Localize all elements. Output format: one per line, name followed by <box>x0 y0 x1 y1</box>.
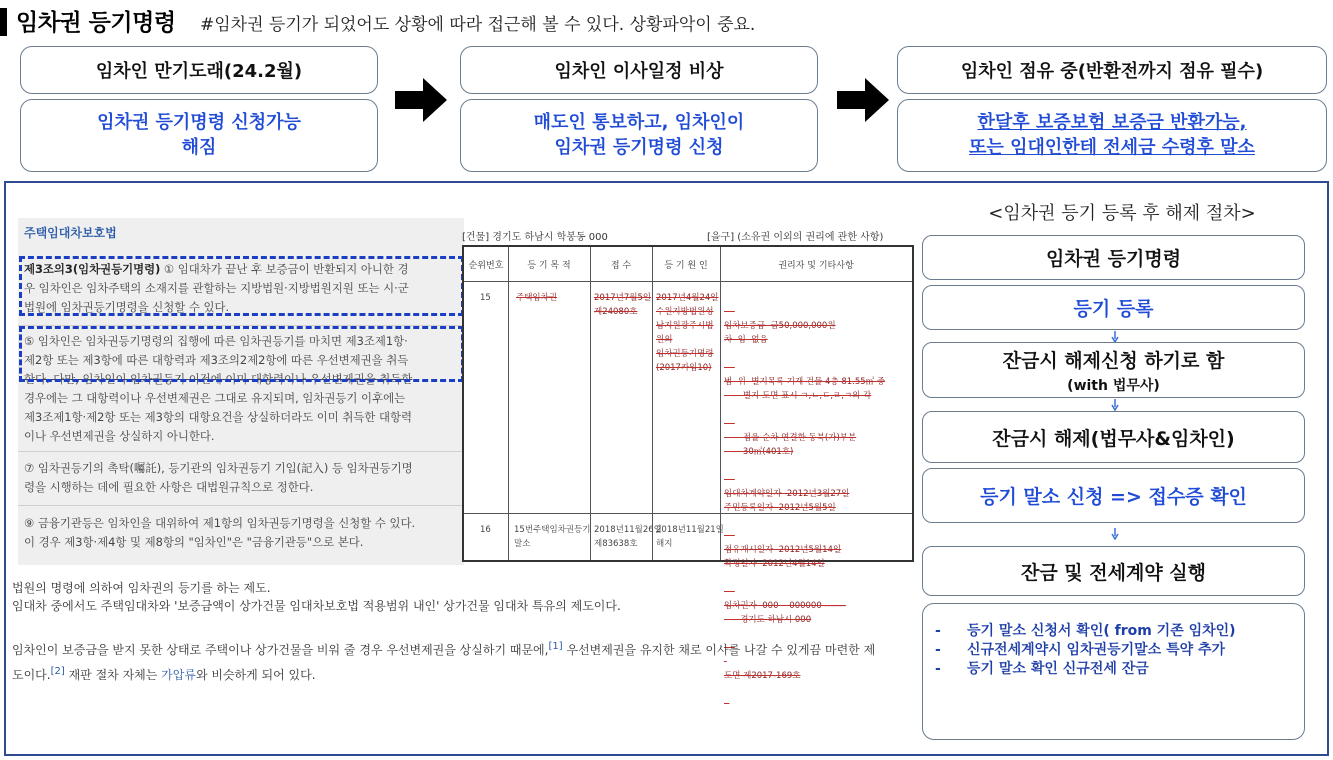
procedure-step-4 <box>922 411 1305 463</box>
procedure-title: <임차권 등기 등록 후 해제 절차> <box>988 203 1256 224</box>
law-p2-line: 이나 우선변제권을 상실하지 아니한다. <box>24 429 215 443</box>
registry-header: 순위번호 <box>468 260 504 271</box>
flow-step-3-line-1: 한달후 보증보험 보증금 반환가능, <box>977 112 1247 134</box>
registry-caption-right: [을구] (소유권 이외의 권리에 관한 사항) <box>707 232 884 243</box>
flow-step-3-line-2: 또는 임대인한테 전세금 수령후 말소 <box>969 136 1255 158</box>
notes-line-3: 임차인이 보증금을 받지 못한 상태로 주택이나 상가건물을 비워 줄 경우 우선변제권을 상실하기 때문에,[1] 우선변제권을 유지한 채로 이사를 나갈 수 있게끔 마련한 제 <box>12 641 876 657</box>
procedure-summary <box>922 603 1305 740</box>
flow-step-2-head-text: 임차인 이사일정 비상 <box>554 61 724 82</box>
flow-step-3-head-text: 임차인 점유 중(반환전까지 점유 필수) <box>960 61 1264 82</box>
procedure-step-1 <box>922 235 1305 280</box>
registry-cell-cause: 2018년11월21일 해지 <box>656 525 724 549</box>
arrow-down-icon <box>1111 528 1119 540</box>
law-divider <box>18 505 464 506</box>
flow-step-2-head <box>460 46 818 94</box>
footnote-ref-2[interactable]: [2] <box>50 666 65 677</box>
law-p2-line: ⑤ 임차인은 임차권등기명령의 집행에 따른 임차권등기를 마치면 제3조제1항· <box>24 334 408 348</box>
law-p3-line: 령을 시행하는 데에 필요한 사항은 대법원규칙으로 정한다. <box>24 480 314 494</box>
law-p2-line: 제2항 또는 제3항에 따른 대항력과 제3조의2제2항에 따른 우선변제권을 취득 <box>24 353 409 367</box>
arrow-right-icon <box>395 76 449 124</box>
flow-step-1-head <box>20 46 378 94</box>
registry-table <box>462 245 914 681</box>
flow-step-1-line-1: 임차권 등기명령 신청가능 <box>97 112 301 134</box>
notes-line-2: 임대차 중에서도 주택임대차와 '보증금액이 상가건물 임대차보호법 적용범위 내인' 상가건물 임대차 특유의 제도이다. <box>12 599 621 613</box>
law-p1-line: 우 임차인은 임차주택의 소재지를 관할하는 지방법원·지방법원지원 또는 시·군 <box>24 281 409 295</box>
highlight-dashed-box <box>19 256 464 316</box>
registry-caption-left: [건물] 경기도 하남시 학봉동 000 <box>462 232 608 243</box>
procedure-step-text: 등기 말소 신청 => 접수증 확인 <box>980 486 1247 508</box>
procedure-step-text: 임차권 등기명령 <box>1045 248 1182 270</box>
procedure-step-text: 잔금 및 전세계약 실행 <box>1020 561 1207 584</box>
procedure-step-subtext: (with 법무사) <box>1067 377 1160 394</box>
arrow-down-icon <box>1111 399 1119 411</box>
registry-header: 권리자 및 기타사항 <box>778 260 854 271</box>
law-p4-line: 이 경우 제3항·제4항 및 제8항의 "임차인"은 "금융기관등"으로 본다. <box>24 535 364 549</box>
registry-cell-receipt: 2018년11월26일 제83638호 <box>594 525 662 549</box>
procedure-step-3 <box>922 342 1305 398</box>
registry-cell-no: 16 <box>480 525 491 535</box>
flow-step-1-head-text: 임차인 만기도래(24.2월) <box>95 61 303 82</box>
procedure-step-5 <box>922 468 1305 523</box>
law-paragraph-7 <box>24 459 460 497</box>
law-p2-line: 한다. 다만, 임차인이 임차권등기 이전에 이미 대항력이나 우선변제권을 취득한 <box>24 372 413 386</box>
page-title: 임차권 등기명령 <box>16 10 176 36</box>
registry-cell-purpose: 15번주택임차권등기 말소 <box>514 525 591 549</box>
registry-cell-purpose: 주택임차권 <box>516 293 558 303</box>
flow-step-3-body <box>897 99 1327 172</box>
law-heading: 주택임대차보호법 <box>24 226 117 240</box>
summary-item: - 등기 말소 신청서 확인( from 기존 임차인) <box>935 623 1236 639</box>
law-p2-line: 경우에는 그 대항력이나 우선변제권은 그대로 유지되며, 임차권등기 이후에는 <box>24 391 406 405</box>
flow-step-2-body <box>460 99 818 172</box>
registry-header: 등 기 목 적 <box>527 260 571 271</box>
law-p1-line: ① 임대차가 끝난 후 보증금이 반환되지 아니한 경 <box>160 262 409 276</box>
title-note: #임차권 등기가 되었어도 상황에 따라 접근해 볼 수 있다. 상황파악이 중요. <box>200 15 756 35</box>
registry-cell-receipt: 2017년7월5일 제24080호 <box>594 293 652 317</box>
arrow-right-icon <box>837 76 891 124</box>
procedure-step-text: 등기 등록 <box>1073 298 1154 320</box>
registry-cell-details: 임차보증금 금50,000,000원 차 임 없음 범 위 별지목록 기재 건물 4층 81.55㎡ 중 별지 도면 표시 ㄱ,ㄴ,ㄷ,ㄹ,ㄱ의 각 점을 순차 연결한 동북(가)부분 30㎡(401호) 임대차계약일자 2012년3월27일 주민등록일자 2012년5월5일 점유개시일자 2012년5월14일 확정일자 2012년4월14일 임차권자 000 000000 ------- 경기도 하남시 000 도면 제2017-169호 <box>724 321 886 681</box>
law-p1-line: 법원에 임차권등기명령을 신청할 수 있다. <box>24 300 230 314</box>
procedure-step-6 <box>922 546 1305 596</box>
law-p3-line: ⑦ 임차권등기의 촉탁(囑託), 등기관의 임차권등기 기입(記入) 등 임차권등기명 <box>24 461 413 475</box>
notes-line-1: 법원의 명령에 의하여 임차권의 등기를 하는 제도. <box>12 581 271 595</box>
summary-item: - 신규전세계약시 임차권등기말소 특약 추가 <box>935 642 1226 658</box>
flow-step-2-line-2: 임차권 등기명령 신청 <box>554 136 724 158</box>
notes-line-4: 도이다.[2] 재판 절차 자체는 가압류와 비슷하게 되어 있다. <box>12 666 316 682</box>
procedure-step-text: 잔금시 해제신청 하기로 함 <box>1002 349 1225 372</box>
law-article-title: 제3조의3(임차권등기명령) <box>24 262 161 276</box>
registry-cell-cause: 2017년4월24일 수원지방법원성 남지원광주시법 원의 임차권등기명령 (2017카임10) <box>656 293 719 373</box>
footnote-ref-1[interactable]: [1] <box>548 641 563 652</box>
highlight-dashed-box <box>19 326 464 382</box>
flow-step-2-line-1: 매도인 통보하고, 임차인이 <box>533 112 745 134</box>
flow-step-3-head <box>897 46 1327 94</box>
registry-cell-no: 15 <box>480 293 491 303</box>
title-accent-bar <box>0 8 7 36</box>
law-divider <box>18 451 464 452</box>
link-gapryu[interactable]: 가압류 <box>161 668 196 682</box>
law-p4-line: ⑨ 금융기관등은 임차인을 대위하여 제1항의 임차권등기명령을 신청할 수 있다. <box>24 516 416 530</box>
flow-step-1-line-2: 해짐 <box>181 136 217 158</box>
registry-header: 등 기 원 인 <box>664 260 708 271</box>
flow-step-1-body <box>20 99 378 172</box>
procedure-step-text: 잔금시 해제(법무사&임차인) <box>992 427 1235 450</box>
law-paragraph-9 <box>24 514 460 552</box>
procedure-step-2 <box>922 285 1305 330</box>
registry-header: 접 수 <box>610 260 632 271</box>
law-p2-line: 제3조제1항·제2항 또는 제3항의 대항요건을 상실하더라도 이미 취득한 대항력 <box>24 410 413 424</box>
summary-item: - 등기 말소 확인 신규전세 잔금 <box>935 661 1149 677</box>
